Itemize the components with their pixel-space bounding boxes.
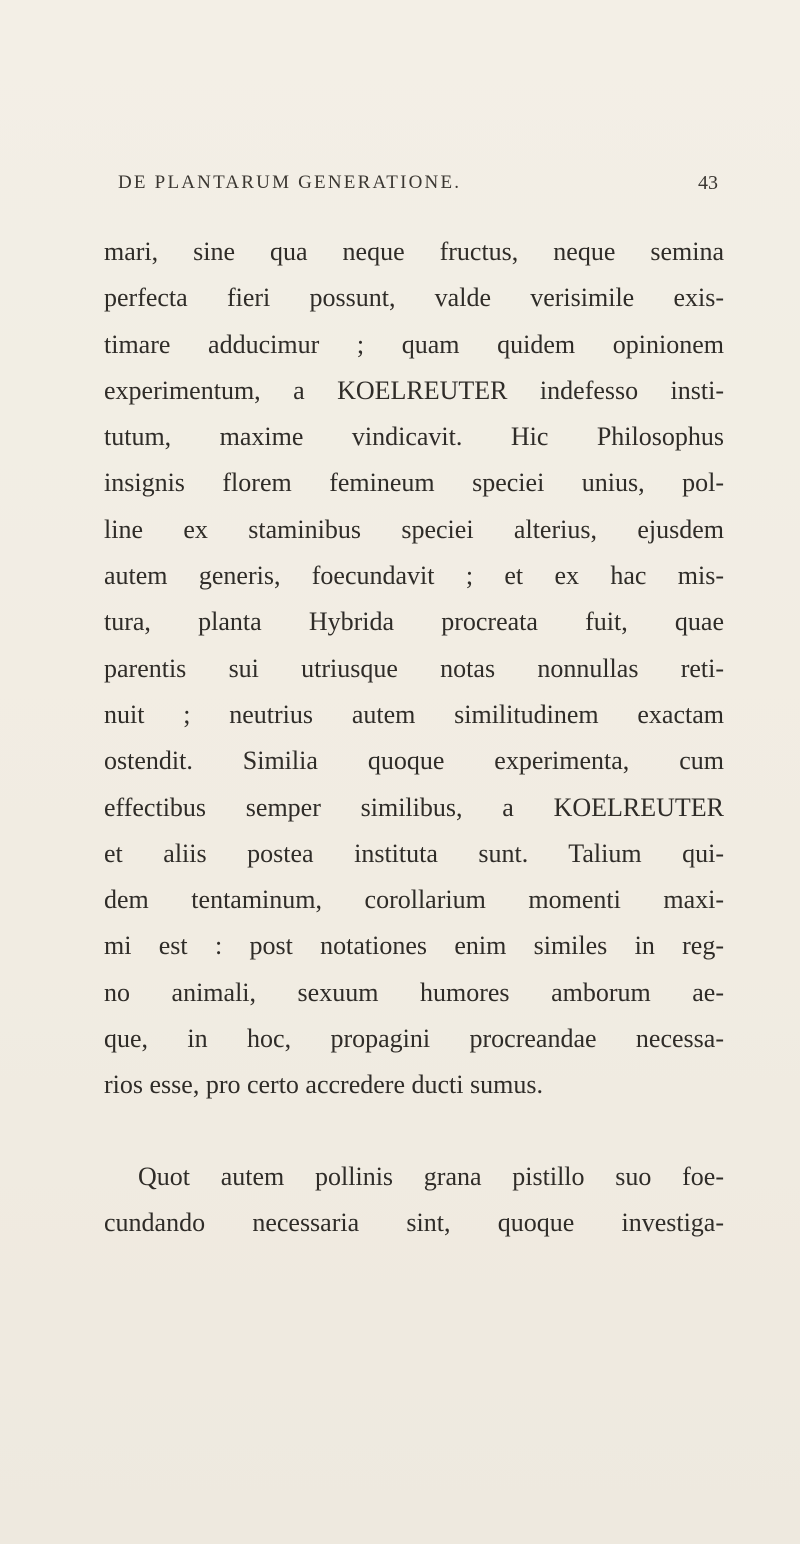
text-line: autem generis, foecundavit ; et ex hac mis- <box>104 561 724 591</box>
text-line: line ex staminibus speciei alterius, ejusdem <box>104 514 724 544</box>
text-line: perfecta fieri possunt, valde verisimile exis- <box>104 283 724 313</box>
text-line: tutum, maxime vindicavit. Hic Philosophus <box>104 422 724 452</box>
text-line: mi est : post notationes enim similes in reg- <box>104 931 724 961</box>
page-number: 43 <box>698 172 718 194</box>
text-line: que, in hoc, propagini procreandae necessa- <box>104 1024 724 1054</box>
text-line: experimentum, a KOELREUTER indefesso insti- <box>104 375 724 405</box>
text-line: dem tentaminum, corollarium momenti maxi- <box>104 885 724 915</box>
text-line: insignis florem femineum speciei unius, pol- <box>104 468 724 498</box>
text-line: timare adducimur ; quam quidem opinionem <box>104 329 724 359</box>
text-line: effectibus semper similibus, a KOELREUTER <box>104 792 724 822</box>
text-line: nuit ; neutrius autem similitudinem exactam <box>104 699 724 729</box>
running-header <box>118 172 718 202</box>
text-line: parentis sui utriusque notas nonnullas reti- <box>104 653 724 683</box>
text-line: no animali, sexuum humores amborum ae- <box>104 977 724 1007</box>
running-title: DE PLANTARUM GENERATIONE. <box>118 172 462 193</box>
text-line: Quot autem pollinis grana pistillo suo foe- <box>138 1161 724 1191</box>
text-line: tura, planta Hybrida procreata fuit, quae <box>104 607 724 637</box>
body-text <box>104 229 724 1246</box>
text-line: mari, sine qua neque fructus, neque semina <box>104 237 724 266</box>
text-line: et aliis postea instituta sunt. Talium qui- <box>104 838 724 868</box>
paragraph-2 <box>104 1154 724 1247</box>
text-line: cundando necessaria sint, quoque investiga- <box>104 1207 724 1237</box>
paragraph-1 <box>104 229 724 1109</box>
text-line: ostendit. Similia quoque experimenta, cum <box>104 746 724 776</box>
text-line: rios esse, pro certo accredere ducti sumus. <box>104 1070 543 1100</box>
paragraph-gap <box>104 1109 724 1154</box>
